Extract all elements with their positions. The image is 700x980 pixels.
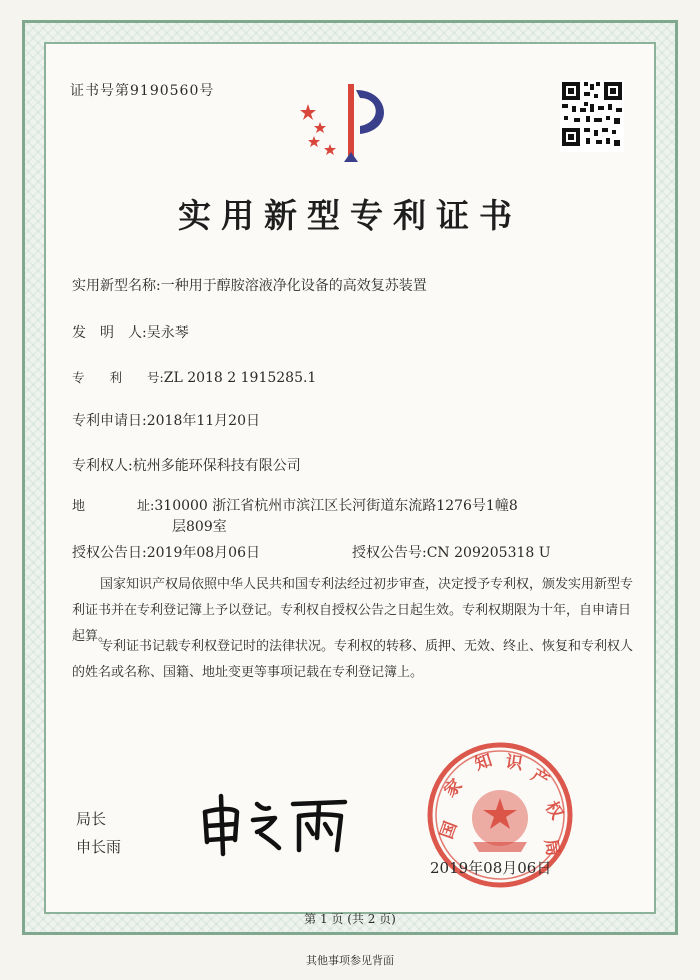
patentee-label: 专利权人: xyxy=(72,458,133,474)
grant-date-value: 2019年08月06日 xyxy=(146,545,260,561)
grant-number-label: 授权公告号: xyxy=(352,545,427,561)
patentee-value: 杭州多能环保科技有限公司 xyxy=(132,458,301,474)
application-date-value: 2018年11月20日 xyxy=(146,413,260,429)
patent-number-row xyxy=(72,368,316,386)
grant-date-row xyxy=(72,542,260,562)
page-indicator: 第 1 页 (共 2 页) xyxy=(304,912,396,926)
address-line2: 层809室 xyxy=(172,519,227,535)
grant-statement-paragraph: 国家知识产权局依照中华人民共和国专利法经过初步审查，决定授予专利权，颁发实用新型专利证书并在专利登记簿上予以登记。专利权自授权公告之日起生效。专利权期限为十年，自申请日起算。 xyxy=(72,577,634,644)
application-date-row xyxy=(72,410,260,430)
legal-status-paragraph: 专利证书记载专利权登记时的法律状况。专利权的转移、质押、无效、终止、恢复和专利权人的姓名或名称、国籍、地址变更等事项记载在专利登记簿上。 xyxy=(72,639,634,680)
svg-text:局: 局 xyxy=(540,837,563,858)
seal-date: 2019年08月06日 xyxy=(430,859,552,877)
back-note: 其他事项参见背面 xyxy=(306,954,394,967)
application-date-label: 专利申请日: xyxy=(72,413,147,429)
svg-text:家: 家 xyxy=(440,775,467,802)
address-line1: 310000 浙江省杭州市滨江区长河街道东流路1276号1幢8 xyxy=(154,498,518,514)
svg-text:识: 识 xyxy=(504,752,524,775)
svg-text:知: 知 xyxy=(472,750,495,775)
address-label: 地 址: xyxy=(72,499,155,514)
patent-logo-icon xyxy=(300,82,400,167)
svg-text:产: 产 xyxy=(527,765,553,792)
director-title: 局长 xyxy=(76,810,107,828)
patentee-row xyxy=(72,455,301,475)
patent-number-value: ZL 2018 2 1915285.1 xyxy=(163,370,317,386)
inventor-value: 吴永琴 xyxy=(146,325,189,341)
utility-model-name-label: 实用新型名称: xyxy=(72,278,161,294)
utility-model-name-row xyxy=(72,275,427,295)
patent-number-label: 专 利 号: xyxy=(72,370,164,385)
certificate-number: 证书号第9190560号 xyxy=(70,83,215,99)
director-signature-icon xyxy=(195,790,360,860)
qr-code-icon xyxy=(560,80,624,152)
director-name: 申长雨 xyxy=(76,838,122,856)
svg-text:国: 国 xyxy=(436,818,462,842)
page-title: 实用新型专利证书 xyxy=(178,196,522,235)
inventor-row xyxy=(72,322,189,342)
grant-number-value: CN 209205318 U xyxy=(426,545,551,561)
svg-text:权: 权 xyxy=(540,798,567,824)
utility-model-name-value: 一种用于醇胺溶液净化设备的高效复苏装置 xyxy=(160,278,427,294)
inventor-label: 发 明 人: xyxy=(72,325,147,341)
address-row xyxy=(72,495,518,515)
grant-number-row xyxy=(352,542,551,562)
grant-date-label: 授权公告日: xyxy=(72,545,147,561)
